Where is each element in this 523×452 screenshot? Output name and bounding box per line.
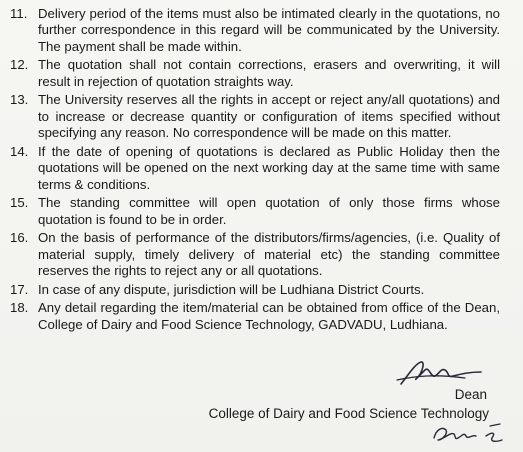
list-item — [10, 144, 500, 193]
item-number: 15. — [10, 195, 29, 211]
list-item — [10, 230, 500, 279]
item-text: The quotation shall not contain corrections, erasers and overwriting, it will result in rejection of quotation straights way. — [38, 57, 500, 89]
item-text: If the date of opening of quotations is declared as Public Holiday then the quotations will be opened on the next working day at the same time with same terms & conditions. — [38, 143, 500, 192]
list-item — [10, 92, 500, 141]
list-item — [10, 282, 500, 298]
item-number: 13. — [10, 92, 29, 108]
signatory-organization: College of Dairy and Food Science Technology — [208, 406, 489, 421]
list-item — [10, 6, 500, 55]
item-text: The University reserves all the rights in accept or reject any/all quotations) and to increase or decrease quantity or configuration of items specified without specifying any reason. No correspondence will be made on this matter. — [38, 92, 500, 141]
list-item — [10, 195, 500, 228]
handwritten-signature-dean — [395, 356, 485, 390]
signatory-title: Dean — [454, 387, 487, 402]
terms-list — [10, 6, 500, 335]
list-item — [10, 300, 500, 333]
item-text: Any detail regarding the item/material can be obtained from office of the Dean, College of Dairy and Food Science Technology, GADVADU, Ludhiana. — [38, 300, 500, 332]
item-text: Delivery period of the items must also be intimated clearly in the quotations, no further correspondence in this regard will be communicated by the University. The payment shall be made within. — [38, 6, 500, 54]
item-number: 18. — [10, 300, 29, 316]
item-text: The standing committee will open quotation of only those firms whose quotation is found to be in order. — [38, 195, 500, 227]
list-item — [10, 57, 500, 90]
item-number: 12. — [10, 57, 29, 73]
item-number: 17. — [10, 281, 29, 297]
item-number: 11. — [10, 6, 28, 21]
item-text: On the basis of performance of the distributors/firms/agencies, (i.e. Quality of material supply, timely delivery of material etc) the standing committee reserves the rights to reject any or all quotations. — [38, 230, 500, 279]
item-number: 14. — [10, 143, 29, 159]
handwritten-initials — [430, 420, 510, 448]
item-text: In case of any dispute, jurisdiction will be Ludhiana District Courts. — [38, 281, 425, 297]
item-number: 16. — [10, 230, 29, 246]
